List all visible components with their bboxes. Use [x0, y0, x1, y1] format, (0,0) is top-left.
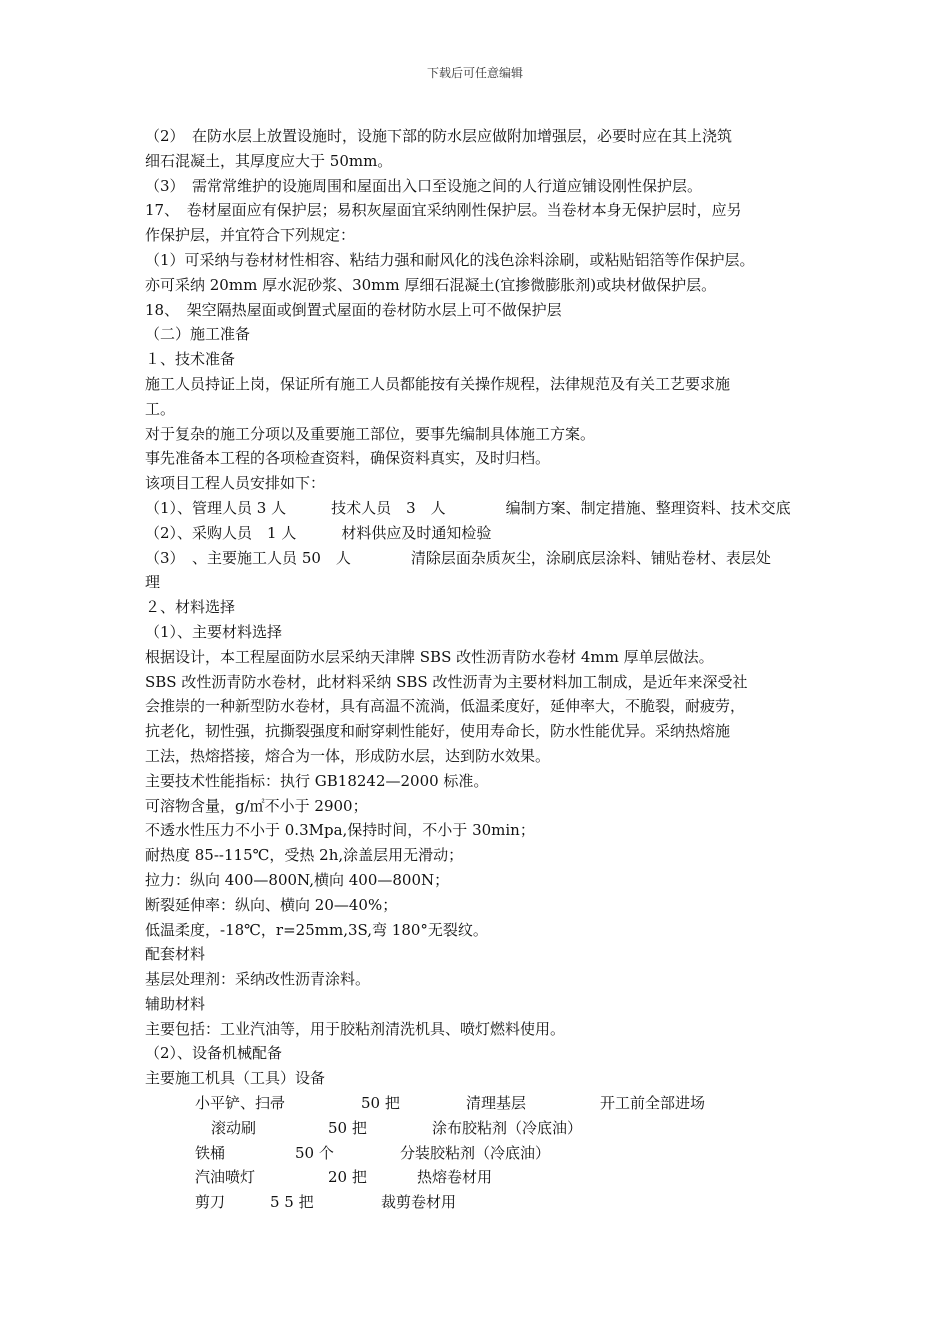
text-line: （1）、主要材料选择 [145, 622, 283, 641]
equipment-name: 小平铲、扫帚 [195, 1094, 286, 1113]
equipment-name: 汽油喷灯 [195, 1168, 256, 1187]
text-line: 该项目工程人员安排如下： [145, 474, 326, 493]
equipment-row [145, 1091, 825, 1116]
text-line: （3） 需常常维护的设施周围和屋面出入口至设施之间的人行道应铺设刚性保护层。 [145, 176, 703, 195]
equipment-use: 热熔卷材用 [417, 1168, 493, 1187]
text-line: 对于复杂的施工分项以及重要施工部位，要事先编制具体施工方案。 [145, 424, 596, 443]
text-line: 作保护层，并宜符合下列规定： [145, 226, 356, 245]
text-line: SBS 改性沥青防水卷材，此材料采纳 SBS 改性沥青为主要材料加工制成，是近年来深受社 [145, 672, 748, 691]
text-line: 18、 架空隔热屋面或倒置式屋面的卷材防水层上可不做保护层 [145, 300, 562, 319]
text-line: １、技术准备 [145, 350, 236, 369]
text-line: 抗老化，韧性强，抗撕裂强度和耐穿刺性能好，使用寿命长，防水性能优异。采纳热熔施 [145, 722, 731, 741]
equipment-qty: 5 5 把 [270, 1193, 314, 1212]
equipment-name: 滚动刷 [211, 1118, 257, 1137]
text-line: 耐热度 85--115℃，受热 2h,涂盖层用无滑动； [145, 846, 464, 865]
text-line: （2）、设备机械配备 [145, 1044, 283, 1063]
equipment-use: 分装胶粘剂（冷底油） [400, 1143, 551, 1162]
text-line: 亦可采纳 20mm 厚水泥砂浆、30mm 厚细石混凝土(宜掺微膨胀剂)或块材做保护层。 [145, 275, 717, 294]
text-line: （2）、采购人员 1 人 材料供应及时通知检验 [145, 523, 492, 542]
text-line: 理 [145, 573, 161, 592]
text-line: （1）、管理人员 3 人 技术人员 3 人 编制方案、制定措施、整理资料、技术交底 [145, 498, 791, 517]
text-line: 事先准备本工程的各项检查资料，确保资料真实，及时归档。 [145, 449, 551, 468]
text-line: 细石混凝土，其厚度应大于 50mm。 [145, 151, 393, 170]
equipment-use: 涂布胶粘剂（冷底油） [432, 1118, 583, 1137]
text-line: 工。 [145, 399, 176, 418]
equipment-row [145, 1116, 825, 1141]
text-line: 拉力：纵向 400—800N,横向 400—800N； [145, 870, 450, 889]
text-line: 工法，热熔搭接，熔合为一体，形成防水层，达到防水效果。 [145, 746, 551, 765]
text-line: 17、 卷材屋面应有保护层；易积灰屋面宜采纳刚性保护层。当卷材本身无保护层时，应另 [145, 201, 742, 220]
document-body [145, 124, 825, 1215]
text-line: 主要包括：工业汽油等，用于胶粘剂清洗机具、喷灯燃料使用。 [145, 1019, 566, 1038]
equipment-name: 铁桶 [195, 1143, 226, 1162]
text-line: 不透水性压力不小于 0.3Mpa,保持时间，不小于 30min； [145, 821, 535, 840]
text-line: 根据设计，本工程屋面防水层采纳天津牌 SBS 改性沥青防水卷材 4mm 厚单层做法。 [145, 647, 714, 666]
equipment-name: 剪刀 [195, 1193, 226, 1212]
equipment-qty: 50 个 [295, 1143, 334, 1162]
equipment-qty: 20 把 [328, 1168, 367, 1187]
text-line: ２、材料选择 [145, 598, 236, 617]
text-line: （1）可采纳与卷材材性相容、粘结力强和耐风化的浅色涂料涂刷，或粘贴铝箔等作保护层。 [145, 250, 755, 269]
text-line: 断裂延伸率：纵向、横向 20—40%； [145, 895, 398, 914]
text-line: 可溶物含量，g/㎡不小于 2900； [145, 796, 368, 815]
equipment-use: 清理基层 [466, 1094, 527, 1113]
text-line: 施工人员持证上岗，保证所有施工人员都能按有关操作规程，法律规范及有关工艺要求施 [145, 374, 731, 393]
text-line: 会推崇的一种新型防水卷材，具有高温不流淌，低温柔度好，延伸率大，不脆裂，耐疲劳， [145, 697, 746, 716]
text-line: 主要技术性能指标：执行 GB18242—2000 标准。 [145, 771, 489, 790]
text-line: （二）施工准备 [145, 325, 251, 344]
equipment-note: 开工前全部进场 [600, 1094, 706, 1113]
text-line: （3） 、主要施工人员 50 人 清除层面杂质灰尘，涂刷底层涂料、铺贴卷材、表层处 [145, 548, 771, 567]
text-line: （2） 在防水层上放置设施时，设施下部的防水层应做附加增强层，必要时应在其上浇筑 [145, 127, 733, 145]
text-line: 低温柔度，-18℃，r=25mm,3S,弯 180°无裂纹。 [145, 920, 488, 939]
text-line: 主要施工机具（工具）设备 [145, 1069, 326, 1088]
equipment-row [145, 1165, 825, 1190]
equipment-qty: 50 把 [361, 1094, 400, 1113]
equipment-qty: 50 把 [328, 1118, 367, 1137]
equipment-use: 裁剪卷材用 [381, 1193, 457, 1212]
text-line: 基层处理剂：采纳改性沥青涂料。 [145, 970, 371, 989]
text-line: 辅助材料 [145, 994, 206, 1013]
equipment-row [145, 1141, 825, 1166]
equipment-row [145, 1190, 825, 1215]
text-line: 配套材料 [145, 945, 206, 964]
page-header: 下载后可任意编辑 [426, 66, 523, 80]
